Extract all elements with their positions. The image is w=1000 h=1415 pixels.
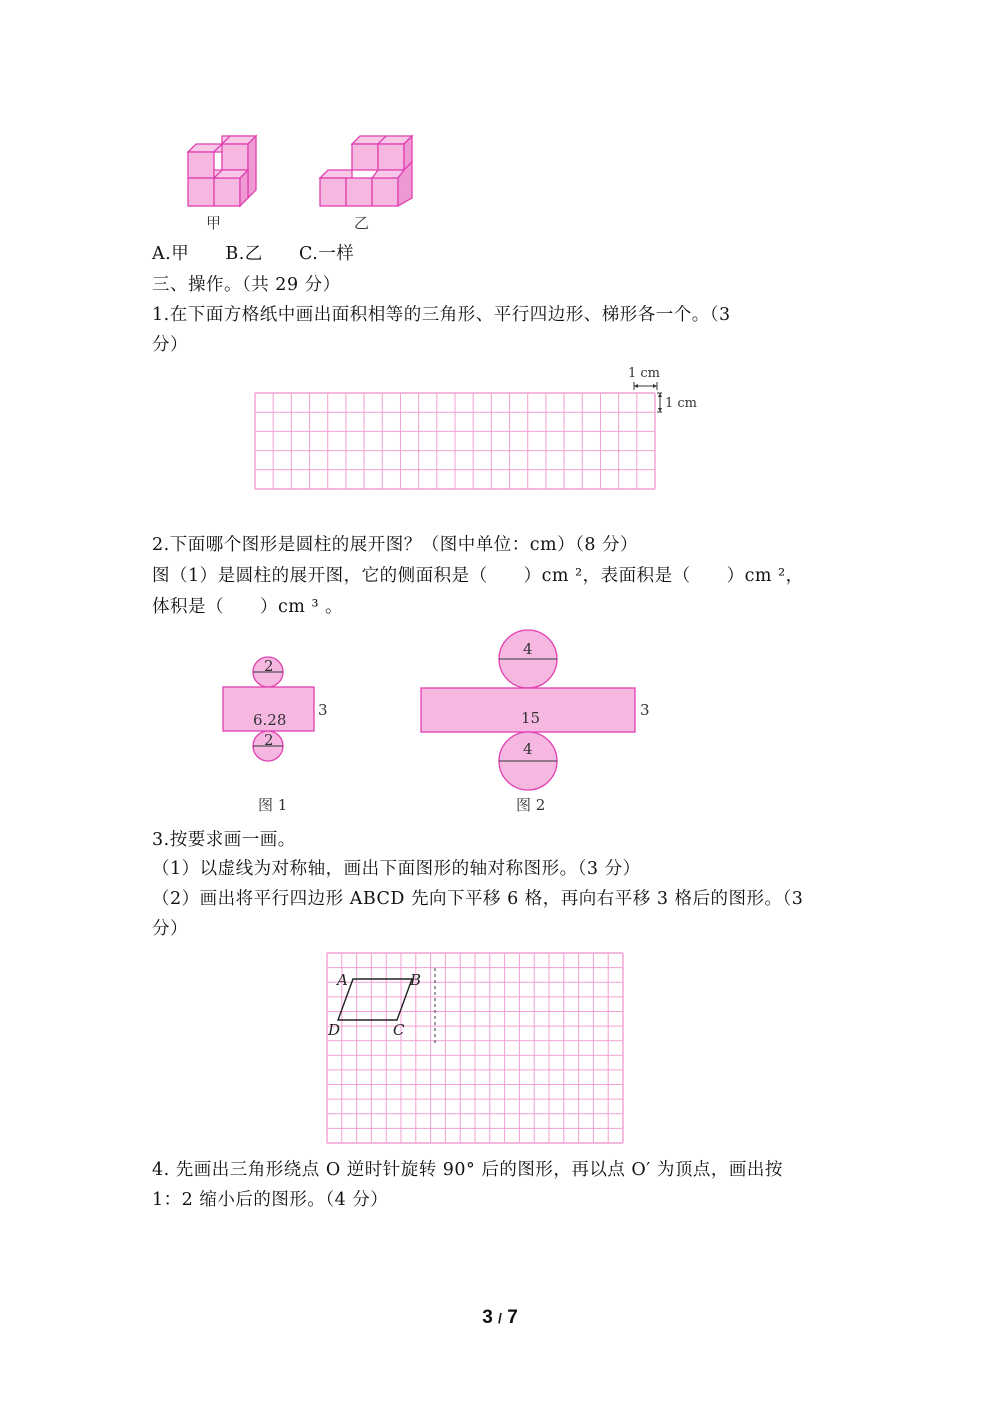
cube-figure-yi — [316, 130, 426, 210]
fig2-caption: 图 2 — [516, 796, 546, 814]
choices-row — [152, 240, 354, 265]
fig2-rect-height: 3 — [640, 701, 650, 719]
section-3-title: 三、操作。（共 29 分） — [152, 275, 341, 295]
fig1-rect-length: 6.28 — [253, 711, 287, 729]
q4-text-line2: 1：2 缩小后的图形。（4 分） — [152, 1190, 389, 1210]
q3-text-line1: 3.按要求画一画。 — [152, 830, 296, 850]
parallelogram-abcd[interactable] — [327, 953, 623, 1143]
q1-text-line2: 分） — [152, 335, 188, 355]
fig2-top-diameter: 4 — [523, 640, 533, 658]
fig1-caption: 图 1 — [258, 796, 288, 814]
vertex-c-label: C — [393, 1021, 405, 1039]
cube-label-jia: 甲 — [206, 214, 222, 232]
q3-text-line4: 分） — [152, 919, 188, 939]
cube-label-yi: 乙 — [354, 214, 370, 232]
fig2-rect-length: 15 — [521, 709, 541, 727]
page-separator: / — [498, 1310, 502, 1326]
choice-b[interactable]: B.乙 — [225, 244, 263, 264]
fig2-bottom-diameter: 4 — [523, 740, 533, 758]
square-grid-paper[interactable] — [255, 393, 655, 489]
vertex-a-label: A — [337, 971, 348, 989]
q2-text-line1: 2.下面哪个图形是圆柱的展开图？（图中单位：cm）（8 分） — [152, 535, 639, 555]
page-total: 7 — [507, 1307, 518, 1328]
choice-a[interactable]: A.甲 — [152, 244, 190, 264]
q4-text-line1: 4. 先画出三角形绕点 O 逆时针旋转 90° 后的图形，再以点 O′ 为顶点，画出按 — [152, 1160, 783, 1180]
scale-label-horizontal: 1 cm — [628, 366, 661, 381]
q2-text-line2: 图（1）是圆柱的展开图，它的侧面积是（ ）cm ²，表面积是（ ）cm ²， — [152, 566, 804, 586]
fig1-bottom-diameter: 2 — [264, 731, 274, 749]
vertex-d-label: D — [328, 1021, 341, 1039]
fig1-rect-height: 3 — [318, 701, 328, 719]
fig1-top-diameter: 2 — [264, 657, 274, 675]
scale-label-vertical: 1 cm — [665, 396, 698, 411]
q2-text-line3: 体积是（ ）cm ³ 。 — [152, 597, 344, 617]
q1-text-line1: 1.在下面方格纸中画出面积相等的三角形、平行四边形、梯形各一个。（3 — [152, 305, 731, 325]
vertex-b-label: B — [410, 971, 422, 989]
q3-text-line2: （1）以虚线为对称轴，画出下面图形的轴对称图形。（3 分） — [152, 859, 641, 879]
q3-text-line3: （2）画出将平行四边形 ABCD 先向下平移 6 格，再向右平移 3 格后的图形。（3 — [152, 889, 804, 909]
cube-figure-jia — [180, 130, 270, 210]
page-current: 3 — [482, 1307, 493, 1328]
choice-c[interactable]: C.一样 — [298, 244, 355, 264]
page-number — [0, 1307, 1000, 1329]
